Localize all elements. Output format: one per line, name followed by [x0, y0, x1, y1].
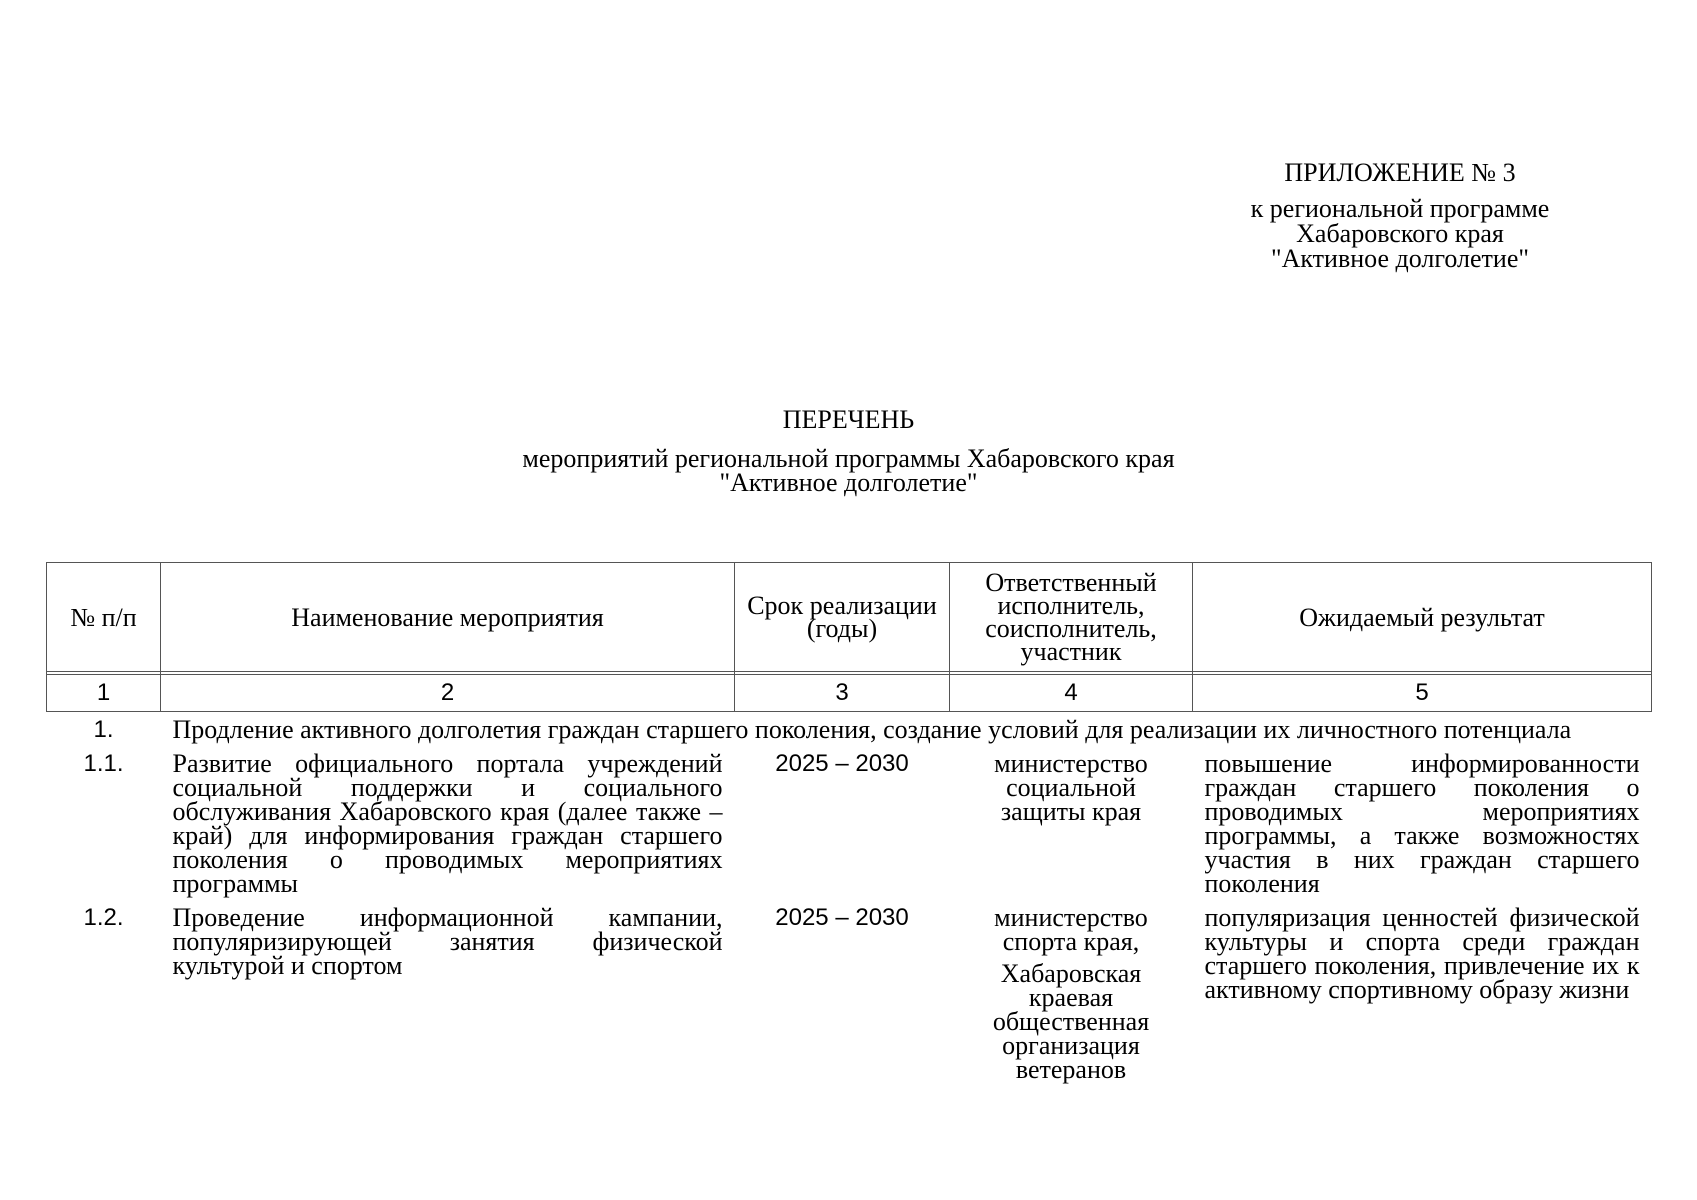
header-executor: Ответственный исполнитель, соисполнитель, участник — [950, 563, 1193, 672]
activity-executor — [950, 900, 1193, 1086]
column-number-row — [47, 675, 1652, 712]
activities-table — [46, 562, 1652, 1086]
document-title: ПЕРЕЧЕНЬ — [782, 405, 915, 434]
activity-name: Проведение информационной кампании, популяризирующей занятия физической культурой и спортом — [172, 903, 723, 980]
column-number: 2 — [161, 675, 735, 712]
annex-line: к региональной программе — [1250, 194, 1550, 223]
section-title: Продление активного долголетия граждан старшего поколения, создание условий для реализации их личностного потенциала — [172, 715, 1572, 744]
column-number: 5 — [1193, 675, 1652, 712]
header-period: Срок реализации (годы) — [735, 563, 950, 672]
annex-line: "Активное долголетие" — [1271, 244, 1529, 273]
column-number: 3 — [735, 675, 950, 712]
section-row — [47, 712, 1652, 747]
column-number: 4 — [950, 675, 1193, 712]
document-heading — [0, 405, 1697, 495]
annex-line: Хабаровского края — [1296, 219, 1504, 248]
activity-period: 2025 – 2030 — [775, 750, 909, 777]
row-number: 1.1. — [83, 750, 124, 777]
annex-title: ПРИЛОЖЕНИЕ № 3 — [1284, 158, 1516, 187]
table-row — [47, 746, 1652, 900]
executor-name: министерство спорта края, — [994, 903, 1148, 956]
header-number: № п/п — [47, 563, 161, 672]
activity-name: Развитие официального портала учреждений социальной поддержки и социального обслуживания Хабаровского края (далее также – край) для информирования граждан старшего поколения о проводимых мероприятиях программы — [172, 749, 723, 898]
activity-period: 2025 – 2030 — [775, 904, 909, 931]
executor-name: Хабаровская краевая общественная организация ветеранов — [992, 959, 1150, 1084]
activity-result: повышение информированности граждан старшего поколения о проводимых мероприятиях программы, а также возможностях участия в них граждан старшего поколения — [1204, 749, 1640, 898]
executor-name: министерство социальной защиты края — [994, 749, 1148, 826]
section-number: 1. — [93, 716, 114, 743]
table-row — [47, 900, 1652, 1086]
activity-result: популяризация ценностей физической культуры и спорта среди граждан старшего поколения, привлечение их к активному спортивному образу жизни — [1204, 903, 1640, 1004]
document-subtitle-line: мероприятий региональной программы Хабаровского края — [522, 444, 1175, 473]
row-number: 1.2. — [83, 904, 124, 931]
header-activity-name: Наименование мероприятия — [161, 563, 735, 672]
document-subtitle-line: "Активное долголетие" — [719, 468, 978, 497]
annex-block — [1210, 160, 1590, 271]
column-number: 1 — [47, 675, 161, 712]
table-header-row — [47, 563, 1652, 672]
activity-executor — [950, 746, 1193, 900]
header-expected-result: Ожидаемый результат — [1193, 563, 1652, 672]
